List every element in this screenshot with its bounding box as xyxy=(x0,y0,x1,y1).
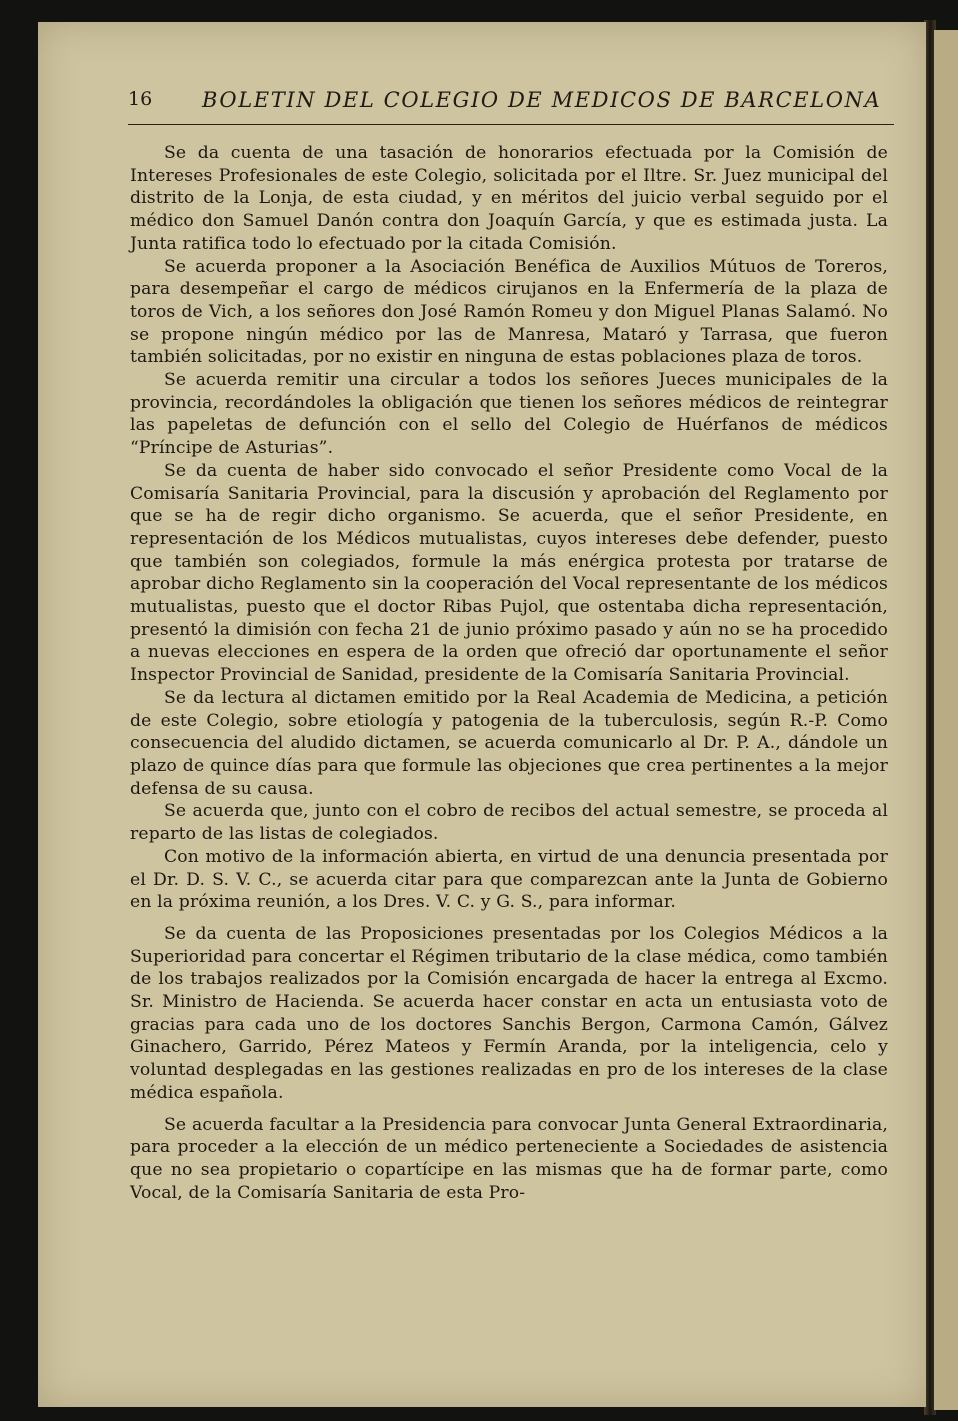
running-title: BOLETIN DEL COLEGIO DE MEDICOS DE BARCELONA xyxy=(202,88,882,112)
paragraph-junta-general: Se acuerda facultar a la Presidencia para convocar Junta General Extraordinaria, para proceder a la elección de un médico perteneciente a Sociedades de asistencia que no sea propietario o copartícipe en las mismas que ha de formar parte, como Vocal, de la Comisaría Sanitaria de esta Pro- xyxy=(130,1114,888,1203)
paragraph-comisaria: Se da cuenta de haber sido convocado el señor Presidente como Vocal de la Comisaría Sanitaria Provincial, para la discusión y aprobación del Reglamento por que se ha de regir dicho organismo. Se acuerda, que el señor Presidente, en representación de los Médicos mutualistas, cuyos intereses debe defender, puesto que también son colegiados, formule la más enérgica protesta por tratarse de aprobar dicho Reglamento sin la cooperación del Vocal representante de los médicos mutualistas, puesto que el doctor Ribas Pujol, que ostentaba dicha representación, presentó la dimisión con fecha 21 de junio próximo pasado y aún no se ha procedido a nuevas elecciones en espera de la orden que ofreció dar oportunamente el señor Inspector Provincial de Sanidad, presidente de la Comisaría Sanitaria Provincial. xyxy=(130,460,888,686)
paragraph-denuncia: Con motivo de la información abierta, en virtud de una denuncia presentada por el Dr. D. S. V. C., se acuerda citar para que comparezcan ante la Junta de Gobierno en la próxima reunión, a los Dres. V. C. y G. S., para informar. xyxy=(130,846,888,913)
facing-page-edge xyxy=(934,30,958,1410)
paragraph-proposiciones: Se da cuenta de las Proposiciones presentadas por los Colegios Médicos a la Superioridad para concertar el Régimen tributario de la clase médica, como también de los trabajos realizados por la Comisión encargada de hacer la entrega al Excmo. Sr. Ministro de Hacienda. Se acuerda hacer constar en acta un entusiasta voto de gracias para cada uno de los doctores Sanchis Bergon, Carmona Camón, Gálvez Ginachero, Garrido, Pérez Mateos y Fermín Aranda, por la inteligencia, celo y voluntad desplegadas en las gestiones realizadas en pro de los intereses de la clase médica española. xyxy=(130,923,888,1103)
paragraph-dictamen: Se da lectura al dictamen emitido por la Real Academia de Medicina, a petición de este Colegio, sobre etiología y patogenia de la tuberculosis, según R.-P. Como consecuencia del aludido dictamen, se acuerda comunicarlo al Dr. P. A., dándole un plazo de quince días para que formule las objeciones que crea pertinentes a la mejor defensa de su causa. xyxy=(130,687,888,799)
body-text xyxy=(130,142,888,1204)
page-header xyxy=(128,84,894,125)
paragraph-tasacion: Se da cuenta de una tasación de honorarios efectuada por la Comisión de Intereses Profesionales de este Colegio, solicitada por el Iltre. Sr. Juez municipal del distrito de la Lonja, de esta ciudad, y en méritos del juicio verbal seguido por el médico don Samuel Danón contra don Joaquín García, y que es estimada justa. La Junta ratifica todo lo efectuado por la citada Comisión. xyxy=(130,143,888,254)
paragraph-circular: Se acuerda remitir una circular a todos los señores Jueces municipales de la provincia, recordándoles la obligación que tienen los señores médicos de reintegrar las papeletas de defunción con el sello del Colegio de Huérfanos de médicos “Príncipe de Asturias”. xyxy=(130,370,888,459)
paragraph-recibos: Se acuerda que, junto con el cobro de recibos del actual semestre, se proceda al reparto de las listas de colegiados. xyxy=(130,801,888,845)
paragraph-toreros: Se acuerda proponer a la Asociación Benéfica de Auxilios Mútuos de Toreros, para desempeñar el cargo de médicos cirujanos en la Enfermería de la plaza de toros de Vich, a los señores don José Ramón Romeu y don Miguel Planas Salamó. No se propone ningún médico por las de Manresa, Mataró y Tarrasa, que fueron también solicitadas, por no existir en ninguna de estas poblaciones plaza de toros. xyxy=(130,256,888,368)
page-number: 16 xyxy=(128,88,153,110)
